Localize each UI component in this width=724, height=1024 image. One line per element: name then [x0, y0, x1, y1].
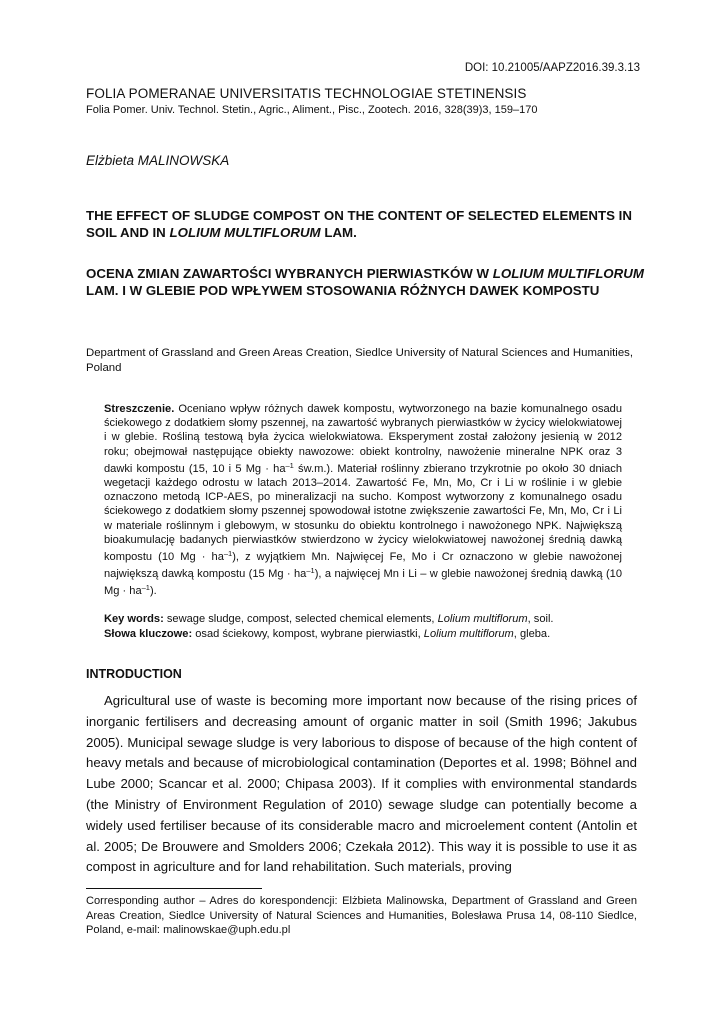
abstract-sup-1: –1 [285, 460, 294, 470]
affiliation: Department of Grassland and Green Areas Creation, Siedlce University of Natural Sciences and Humanities, Poland [86, 347, 634, 374]
title-english-part2: LAM. [320, 225, 357, 240]
keywords-polish-text: osad ściekowy, kompost, wybrane pierwiastki, [192, 627, 424, 640]
introduction-paragraph: Agricultural use of waste is becoming more important now because of the rising prices of inorganic fertilisers and decreasing amount of organic matter in soil (Smith 1996; Jakubus 2005). Municipal sewage sludge is very laborious to dispose of because of the high content of heavy metals and because of microbiological contamination (Deportes et al. 1998; Böhnel and Lube 2000; Scancar et al. 2000; Chipasa 2003). If it complies with environmental standards (the Ministry of Environment Regulation of 2010) sewage sludge can potentially become a widely used fertiliser because of its considerable macro and microelement content (Antolin et al. 2005; De Brouwere and Smolders 2006; Czekała 2012). This way it is possible to use it as compost in agriculture and for land rehabilitation. Such materials, proving [86, 693, 637, 875]
keywords-english-species: Lolium multiflorum [437, 613, 528, 625]
doi: DOI: 10.21005/AAPZ2016.39.3.13 [464, 62, 640, 74]
footnote-divider [86, 888, 262, 889]
title-english-species: LOLIUM MULTIFLORUM [169, 225, 321, 240]
keywords-english [104, 612, 622, 627]
keywords-polish [104, 627, 622, 642]
abstract-text-1: Oceniano wpływ różnych dawek kompostu, wytworzonego na bazie komunalnego osadu ściekowego z dodatkiem słomy pszennej, na zawartość wybranych pierwiastków w życicy wielokwiatowej i w glebie. Rośliną testową była życica wielokwiatowa. Eksperyment został założony jesienią w 2012 roku; obejmował następujące obiekty nawozowe: obiekt kontrolny, nawożenie mineralne NPK oraz 3 dawki kompostu (15, 10 i 5 Mg · ha [104, 403, 622, 475]
abstract [104, 402, 622, 599]
abstract-text-5: ). [149, 585, 157, 598]
abstract-text-4: ), a najwięcej Mn i Li – w glebie nawożonej średnią dawką (10 Mg · ha [104, 568, 622, 598]
keywords-polish-end: , gleba. [513, 627, 551, 640]
keywords-polish-label: Słowa kluczowe: [104, 627, 193, 640]
keywords-english-end: , soil. [527, 613, 554, 625]
abstract-text-2: św.m.). Materiał roślinny zbierano trzykrotnie po około 30 dniach wegetacji każdego odrostu w latach 2013–2014. Zawartość Fe, Mn, Mo, Cr i Li w roślinie i w glebie oznaczono metodą ICP-AES, po mineralizacji na sucho. Kompost wytworzony z komunalnego osadu ściekowego z dodatkiem słomy pszennej spowodował istotne zwiększenie zawartości Fe, Mn, Mo, Cr i Li w materiale roślinnym i glebowym, w stosunku do obiektu kontrolnego i nawożonego NPK. Największą bioakumulację badanych pierwiastków stwierdzono w życicy wielokwiatowej nawożonej średnią dawką kompostu (10 Mg · ha [104, 462, 622, 564]
keywords-english-label: Key words: [104, 613, 164, 625]
title-english [86, 207, 646, 241]
footnote-corresponding-author: Corresponding author – Adres do korespondencji: Elżbieta Malinowska, Department of Grassland and Green Areas Creation, Siedlce University of Natural Sciences and Humanities, Bolesława Prusa 14, 08-110 Siedlce, Poland, e-mail: malinowskae@uph.edu.pl [86, 895, 637, 936]
title-polish-species: LOLIUM MULTIFLORUM [492, 266, 644, 281]
title-polish-part2: LAM. I W GLEBIE POD WPŁYWEM STOSOWANIA RÓŻNYCH DAWEK KOMPOSTU [86, 283, 600, 298]
title-polish [86, 265, 646, 299]
keywords-english-text: sewage sludge, compost, selected chemical elements, [163, 613, 438, 625]
section-heading-introduction: INTRODUCTION [86, 667, 182, 681]
title-english-part1: THE EFFECT OF SLUDGE COMPOST ON THE CONTENT OF SELECTED ELEMENTS IN SOIL AND IN [86, 208, 632, 240]
abstract-sup-3: –1 [306, 566, 315, 576]
title-polish-part1: OCENA ZMIAN ZAWARTOŚCI WYBRANYCH PIERWIASTKÓW W [86, 266, 493, 281]
journal-name: FOLIA POMERANAE UNIVERSITATIS TECHNOLOGIAE STETINENSIS [86, 86, 527, 101]
abstract-label: Streszczenie. [104, 403, 175, 415]
abstract-sup-4: –1 [141, 583, 150, 593]
journal-reference: Folia Pomer. Univ. Technol. Stetin., Agric., Aliment., Pisc., Zootech. 2016, 328(39)3, 159–170 [86, 104, 538, 116]
abstract-sup-2: –1 [223, 549, 233, 559]
author: Elżbieta MALINOWSKA [86, 153, 230, 168]
keywords [104, 612, 622, 641]
abstract-text-3: ), z wyjątkiem Mn. Najwięcej Fe, Mo i Cr oznaczono w glebie nawożonej największą dawką kompostu (15 Mg · ha [104, 551, 623, 581]
keywords-polish-species: Lolium multiflorum [423, 627, 514, 640]
